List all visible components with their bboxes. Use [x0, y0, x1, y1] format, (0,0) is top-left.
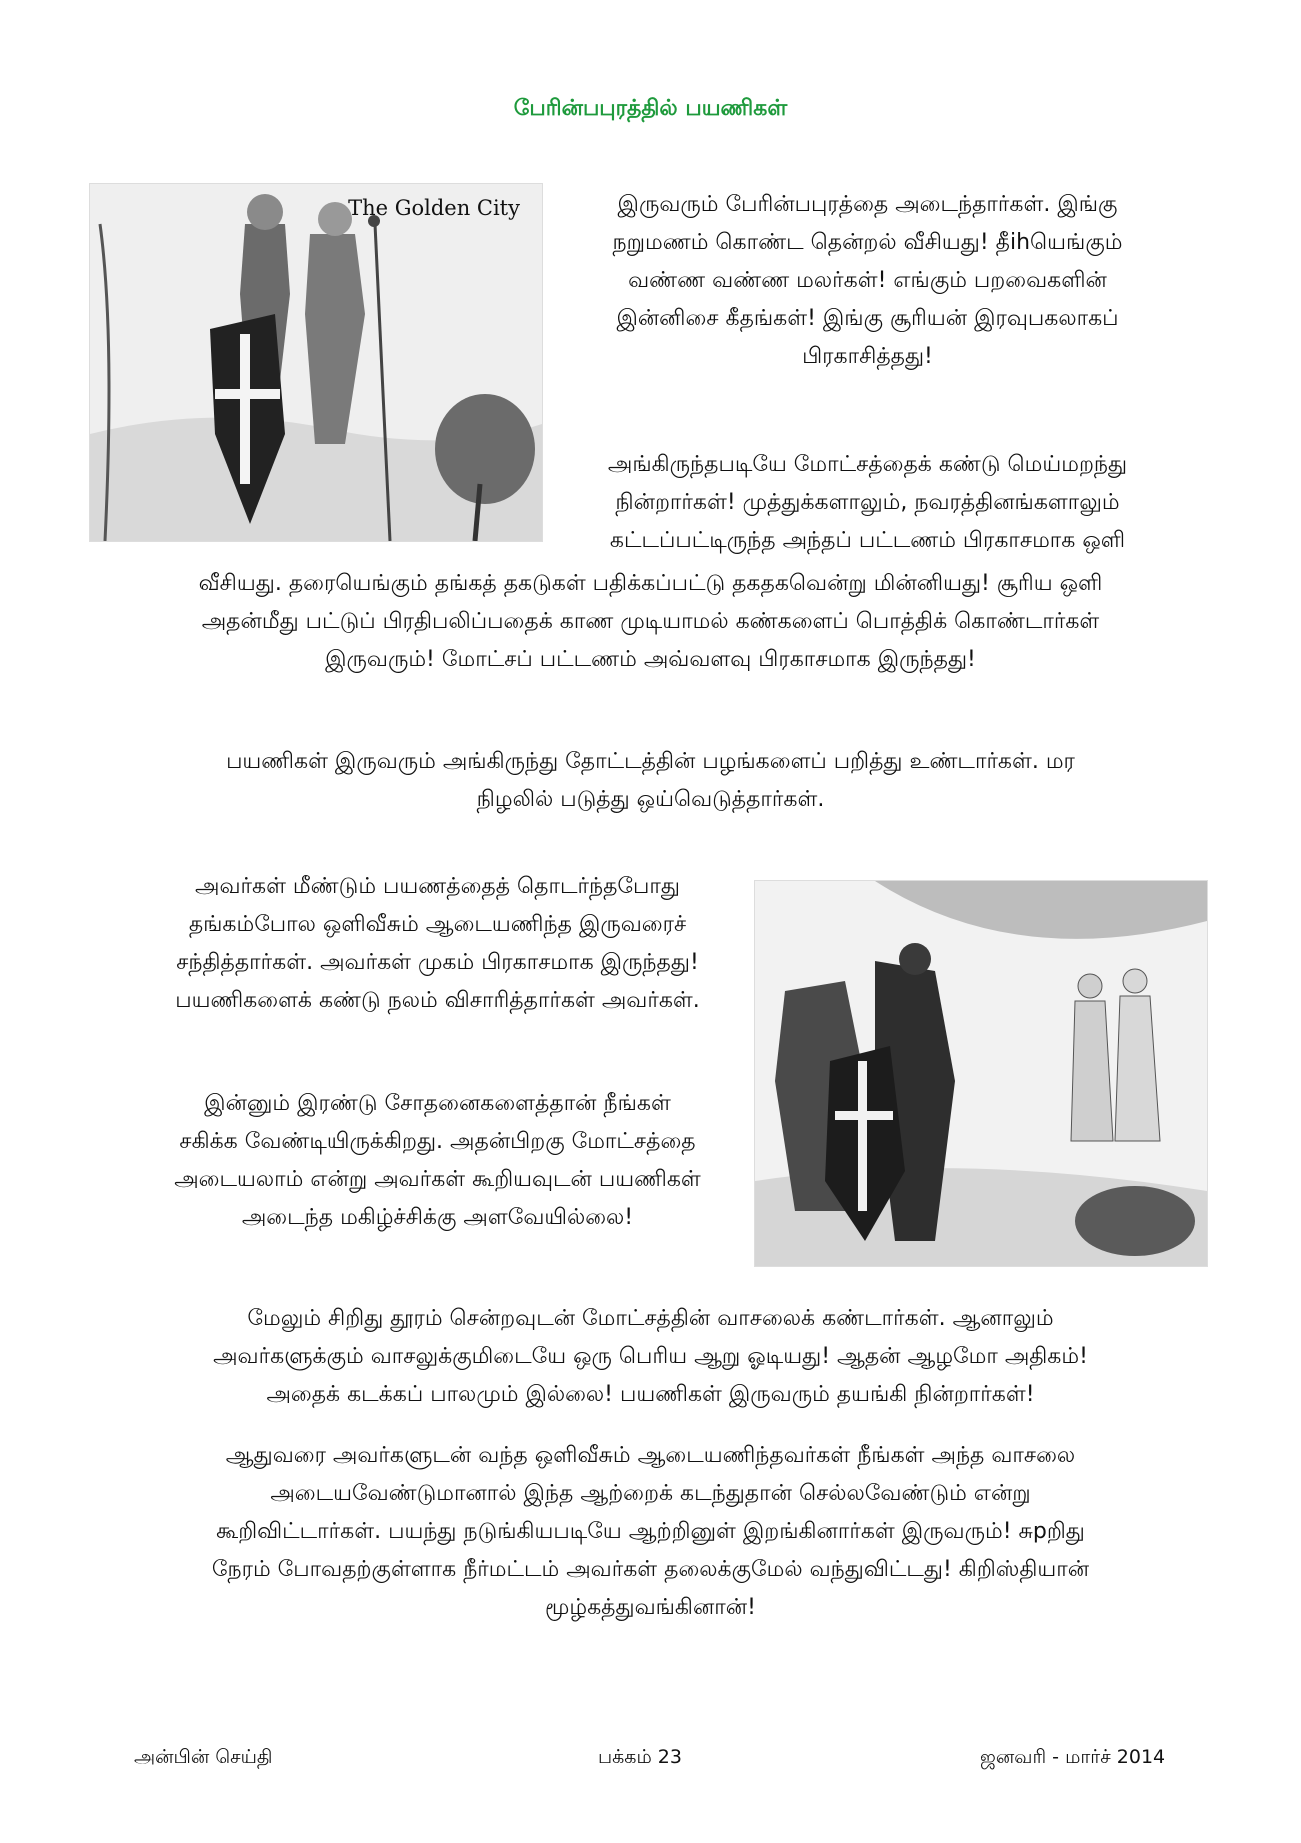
text-line: கட்டப்பட்டிருந்த அந்தப் பட்டணம் பிரகாசமாக ஒளி [609, 528, 1126, 553]
text-line: அதன்மீது பட்டுப் பிரதிபலிப்பதைக் காண முடியாமல் கண்களைப் பொத்திக் கொண்டார்கள் [201, 609, 1100, 634]
text-line: மூழ்கத்துவங்கினான்! [545, 1595, 756, 1620]
page-title: பேரின்பபுரத்தில் பயணிகள் [513, 96, 788, 121]
footer-page-number: பக்கம் 23 [598, 1746, 682, 1768]
text-line: அவர்கள் மீண்டும் பயணத்தைத் தொடர்ந்தபோது [195, 874, 680, 899]
text-line: அடைந்த மகிழ்ச்சிக்கு அளவேயில்லை! [241, 1205, 634, 1230]
golden-city-illustration [89, 183, 543, 542]
text-line: பயணிகள் இருவரும் அங்கிருந்து தோட்டத்தின் பழங்களைப் பறித்து உண்டார்கள். மர [226, 749, 1075, 774]
text-line: வீசியது. தரையெங்கும் தங்கத் தகடுகள் பதிக்கப்பட்டு தகதகவென்று மின்னியது! சூரிய ஒளி [198, 571, 1103, 596]
paragraph-2-side [545, 446, 1190, 560]
text-line: நின்றார்கள்! முத்துக்களாலும், நவரத்தினங்களாலும் [615, 490, 1120, 515]
text-line: சந்தித்தார்கள். அவர்கள் முகம் பிரகாசமாக இருந்தது! [176, 950, 699, 975]
text-line: ஆதுவரை அவர்களுடன் வந்த ஒளிவீசும் ஆடையணிந்தவர்கள் நீங்கள் அந்த வாசலை [225, 1443, 1076, 1468]
paragraph-2-full [60, 565, 1241, 679]
text-line: நிழலில் படுத்து ஒய்வெடுத்தார்கள். [476, 787, 825, 812]
paragraph-3 [60, 743, 1241, 819]
footer-publication: அன்பின் செய்தி [134, 1746, 273, 1768]
travellers-meet-shining-ones-illustration [754, 880, 1208, 1267]
paragraph-6 [60, 1300, 1241, 1414]
text-line: இருவரும்! மோட்சப் பட்டணம் அவ்வளவு பிரகாசமாக இருந்தது! [325, 647, 976, 672]
text-line: வண்ண வண்ண மலர்கள்! எங்கும் பறவைகளின் [628, 268, 1107, 293]
text-line: இன்னும் இரண்டு சோதனைகளைத்தான் நீங்கள் [204, 1091, 671, 1116]
text-line: தங்கம்போல ஒளிவீசும் ஆடையணிந்த இருவரைச் [188, 912, 687, 937]
text-line: பயணிகளைக் கண்டு நலம் விசாரித்தார்கள் அவர்கள். [175, 988, 700, 1013]
text-line: அடையவேண்டுமானால் இந்த ஆற்றைக் கடந்துதான் செல்லவேண்டும் என்று [270, 1481, 1031, 1506]
paragraph-7 [60, 1437, 1241, 1627]
text-line: இருவரும் பேரின்பபுரத்தை அடைந்தார்கள். இங்கு [617, 192, 1118, 217]
text-line: சகிக்க வேண்டியிருக்கிறது. அதன்பிறகு மோட்சத்தை [179, 1129, 696, 1154]
text-line: மேலும் சிறிது தூரம் சென்றவுடன் மோட்சத்தின் வாசலைக் கண்டார்கள். ஆனாலும் [247, 1306, 1054, 1331]
text-line: அங்கிருந்தபடியே மோட்சத்தைக் கண்டு மெய்மறந்து [607, 452, 1128, 477]
text-line: அதைக் கடக்கப் பாலமும் இல்லை! பயணிகள் இருவரும் தயங்கி நின்றார்கள்! [266, 1382, 1035, 1407]
paragraph-5 [115, 1085, 760, 1237]
text-line: அவர்களுக்கும் வாசலுக்குமிடையே ஒரு பெரிய ஆறு ஓடியது! ஆதன் ஆழமோ அதிகம்! [213, 1344, 1088, 1369]
footer-date: ஜனவரி - மார்ச் 2014 [980, 1746, 1166, 1768]
paragraph-1 [545, 186, 1190, 376]
text-line: பிரகாசித்தது! [802, 344, 933, 369]
paragraph-4 [115, 868, 760, 1020]
illustration-caption: The Golden City [348, 196, 520, 220]
text-line: நேரம் போவதற்குள்ளாக நீர்மட்டம் அவர்கள் தலைக்குமேல் வந்துவிட்டது! கிறிஸ்தியான் [211, 1557, 1090, 1582]
text-line: நறுமணம் கொண்ட தென்றல் வீசியது! தீihயெங்கும் [612, 230, 1123, 255]
text-line: கூறிவிட்டார்கள். பயந்து நடுங்கியபடியே ஆற்றினுள் இறங்கினார்கள் இருவரும்! சுpறிது [216, 1519, 1085, 1544]
text-line: இன்னிசை கீதங்கள்! இங்கு சூரியன் இரவுபகலாகப் [616, 306, 1119, 331]
text-line: அடையலாம் என்று அவர்கள் கூறியவுடன் பயணிகள் [174, 1167, 701, 1192]
